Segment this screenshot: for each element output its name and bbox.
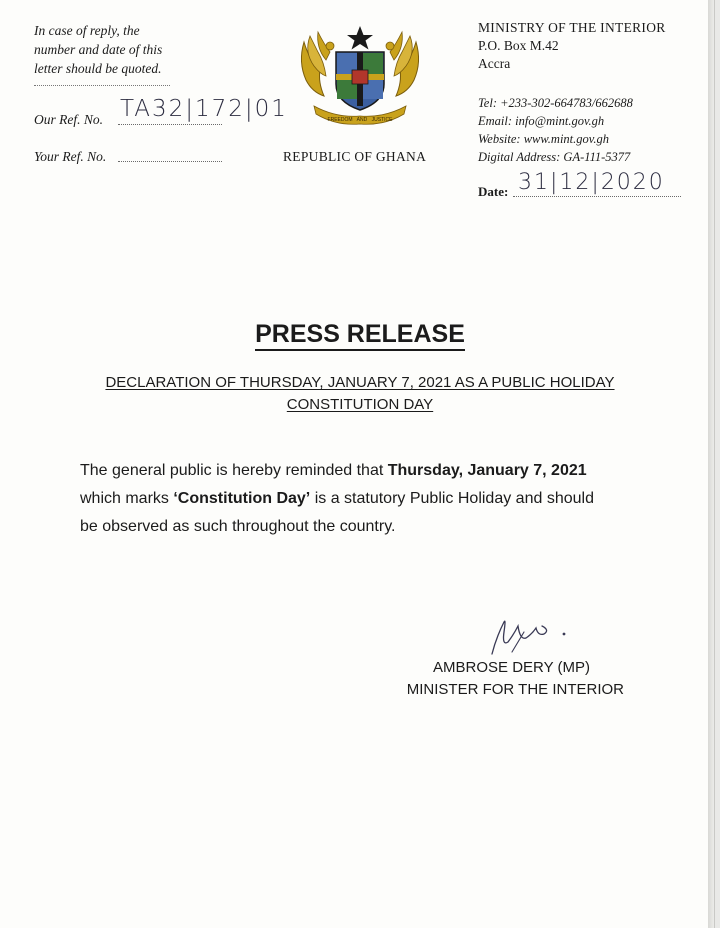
holiday-name: ‘Constitution Day’ (173, 490, 311, 507)
telephone: Tel: +233-302-664783/662688 (478, 96, 633, 110)
our-ref-line (118, 124, 222, 125)
release-subtitle (0, 372, 720, 416)
digital-address: Digital Address: GA-111-5377 (478, 150, 631, 164)
po-box: P.O. Box M.42 (478, 38, 559, 53)
title-text: PRESS RELEASE (255, 320, 465, 351)
your-ref-line (118, 161, 222, 162)
body-text: is a statutory Public Holiday and should (310, 490, 594, 507)
press-release-title (0, 320, 720, 349)
subtitle-line: DECLARATION OF THURSDAY, JANUARY 7, 2021 AS A PUBLIC HOLIDAY (105, 374, 615, 391)
crest-motto: FREEDOM AND JUSTICE (327, 117, 393, 123)
reply-note-line: letter should be quoted. (34, 61, 162, 76)
ministry-name: MINISTRY OF THE INTERIOR (478, 20, 666, 35)
website: Website: www.mint.gov.gh (478, 132, 610, 146)
reply-note-line: In case of reply, the (34, 23, 140, 38)
date-label: Date: (478, 184, 509, 199)
body-text: which marks (80, 490, 174, 507)
our-ref-handwritten: TA32|172|01 (120, 96, 288, 122)
signatory-name: AMBROSE DERY (MP) (433, 659, 590, 676)
date-line (513, 196, 681, 197)
republic-label: REPUBLIC OF GHANA (283, 149, 427, 164)
city: Accra (478, 56, 511, 71)
signature-image (478, 612, 578, 662)
our-ref-label: Our Ref. No. (34, 112, 103, 127)
ministry-contact (478, 94, 633, 166)
reply-note-line: number and date of this (34, 42, 163, 57)
your-ref-label: Your Ref. No. (34, 149, 107, 164)
ghana-coat-of-arms-icon (296, 22, 424, 126)
holiday-date: Thursday, January 7, 2021 (387, 462, 587, 479)
subtitle-line: CONSTITUTION DAY (286, 396, 434, 413)
signatory-title: MINISTER FOR THE INTERIOR (406, 681, 624, 698)
body-text: The general public is hereby reminded that (80, 462, 388, 479)
email: Email: info@mint.gov.gh (478, 114, 605, 128)
reply-divider (34, 85, 170, 86)
reply-instruction (34, 21, 162, 78)
release-body (80, 457, 650, 541)
page-edge-shadow (708, 0, 714, 928)
ministry-address (478, 19, 666, 73)
date-handwritten: 31|12|2020 (518, 170, 665, 195)
body-text: be observed as such throughout the country. (80, 518, 396, 535)
